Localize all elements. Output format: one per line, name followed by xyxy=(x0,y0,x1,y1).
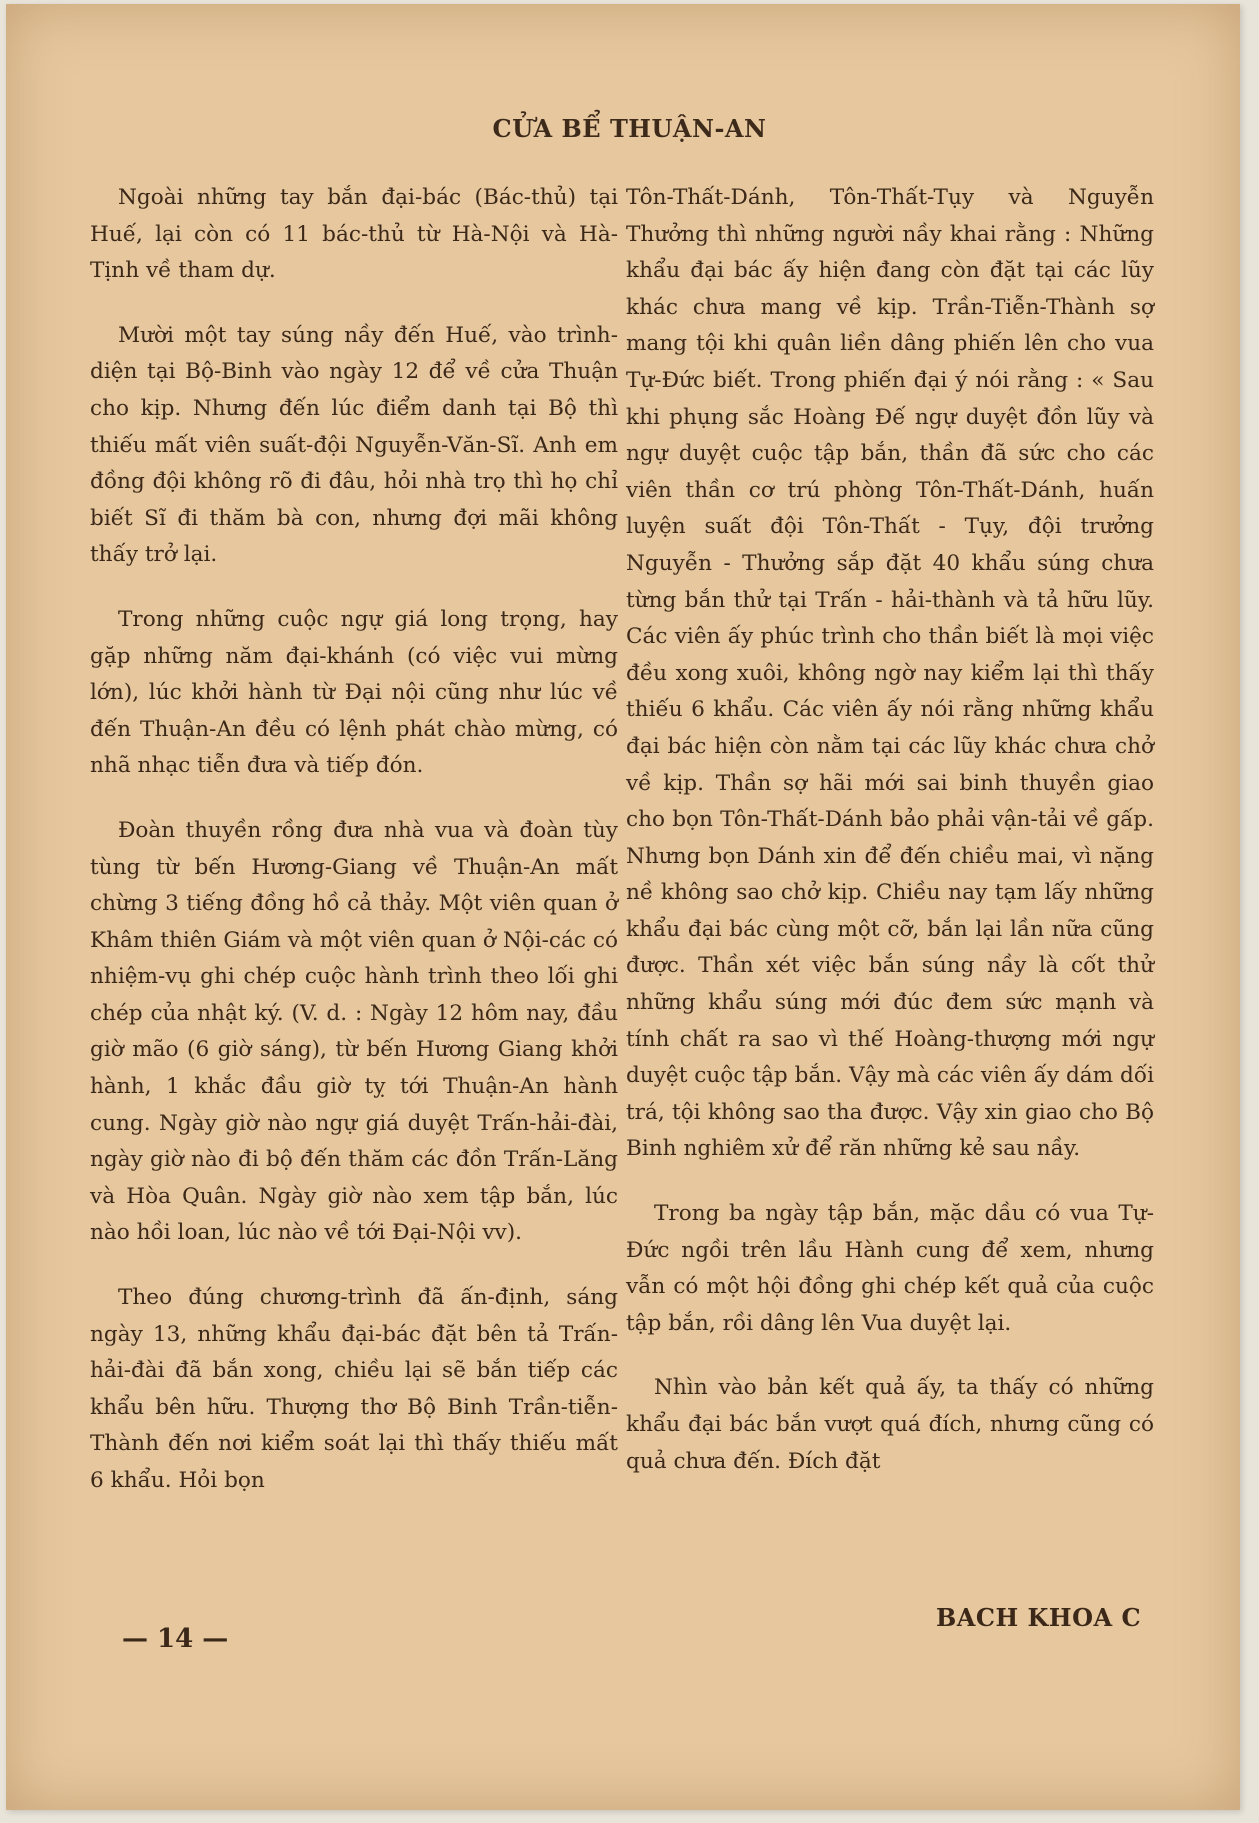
paragraph: Trong ba ngày tập bắn, mặc dầu có vua Tự-Đức ngồi trên lầu Hành cung để xem, nhưng vẫn có một hội đồng ghi chép kết quả của cuộc tập bắn, rồi dâng lên Vua duyệt lại. xyxy=(626,1201,1154,1336)
paragraph: Trong những cuộc ngự giá long trọng, hay gặp những năm đại-khánh (có việc vui mừng lớn), lúc khởi hành từ Đại nội cũng như lúc về đến Thuận-An đều có lệnh phát chào mừng, có nhã nhạc tiễn đưa và tiếp đón. xyxy=(90,606,618,779)
page-number: — 14 — xyxy=(122,1624,229,1654)
right-column xyxy=(626,180,1154,1508)
paragraph: Ngoài những tay bắn đại-bác (Bác-thủ) tại Huế, lại còn có 11 bác-thủ từ Hà-Nội và Hà-Tịnh về tham dự. xyxy=(90,185,618,284)
left-column xyxy=(90,180,618,1528)
paragraph: Đoàn thuyền rồng đưa nhà vua và đoàn tùy tùng từ bến Hương-Giang về Thuận-An mất chừng 3 tiếng đồng hồ cả thảy. Một viên quan ở Khâm thiên Giám và một viên quan ở Nội-các có nhiệm-vụ ghi chép cuộc hành trình theo lối ghi chép của nhật ký. (V. d. : Ngày 12 hôm nay, đầu giờ mão (6 giờ sáng), từ bến Hương Giang khởi hành, 1 khắc đầu giờ tỵ tới Thuận-An hành cung. Ngày giờ nào ngự giá duyệt Trấn-hải-đài, ngày giờ nào đi bộ đến thăm các đồn Trấn-Lăng và Hòa Quân. Ngày giờ nào xem tập bắn, lúc nào hồi loan, lúc nào về tới Đại-Nội vv). xyxy=(90,817,618,1246)
paragraph: Mười một tay súng nầy đến Huế, vào trình-diện tại Bộ-Binh vào ngày 12 để về cửa Thuận cho kịp. Nhưng đến lúc điểm danh tại Bộ thì thiếu mất viên suất-đội Nguyễn-Văn-Sĩ. Anh em đồng đội không rõ đi đâu, hỏi nhà trọ thì họ chỉ biết Sĩ đi thăm bà con, nhưng đợi mãi không thấy trở lại. xyxy=(90,322,618,568)
paragraph: Theo đúng chương-trình đã ấn-định, sáng ngày 13, những khẩu đại-bác đặt bên tả Trấn-hải-đài đã bắn xong, chiều lại sẽ bắn tiếp các khẩu bên hữu. Thượng thơ Bộ Binh Trần-tiễn-Thành đến nơi kiểm soát lại thì thấy thiếu mất 6 khẩu. Hỏi bọn xyxy=(90,1285,618,1493)
magazine-mark: BACH KHOA C xyxy=(936,1603,1142,1632)
paragraph-continued: Tôn-Thất-Dánh, Tôn-Thất-Tụy và Nguyễn Thưởng thì những người nầy khai rằng : Những khẩu đại bác ấy hiện đang còn đặt tại các lũy khác chưa mang về kịp. Trần-Tiễn-Thành sợ mang tội khi quân liền dâng phiến lên cho vua Tự-Đức biết. Trong phiến đại ý nói rằng : « Sau khi phụng sắc Hoàng Đế ngự duyệt đồn lũy và ngự duyệt cuộc tập bắn, thần đã sức cho các viên thần cơ trú phòng Tôn-Thất-Dánh, huấn luyện suất đội Tôn-Thất - Tụy, đội trưởng Nguyễn - Thưởng sắp đặt 40 khẩu súng chưa từng bắn thử tại Trấn - hải-thành và tả hữu lũy. Các viên ấy phúc trình cho thần biết là mọi việc đều xong xuôi, không ngờ nay kiểm lại thì thấy thiếu 6 khẩu. Các viên ấy nói rằng những khẩu đại bác hiện còn nằm tại các lũy khác chưa chở về kịp. Thần sợ hãi mới sai binh thuyền giao cho bọn Tôn-Thất-Dánh bảo phải vận-tải về gấp. Nhưng bọn Dánh xin để đến chiều mai, vì nặng nề không sao chở kịp. Chiều nay tạm lấy những khẩu đại bác cùng một cỡ, bắn lại lần nữa cũng được. Thần xét việc bắn súng nầy là cốt thử những khẩu súng mới đúc đem sức mạnh và tính chất ra sao vì thế Hoàng-thượng mới ngự duyệt cuộc tập bắn. Vậy mà các viên ấy dám dối trá, tội không sao tha được. Vậy xin giao cho Bộ Binh nghiêm xử để răn những kẻ sau nầy. xyxy=(626,185,1154,1162)
paragraph: Nhìn vào bản kết quả ấy, ta thấy có những khẩu đại bác bắn vượt quá đích, nhưng cũng có quả chưa đến. Đích đặt xyxy=(626,1375,1154,1474)
running-title: CỬA BỂ THUẬN-AN xyxy=(492,114,767,143)
